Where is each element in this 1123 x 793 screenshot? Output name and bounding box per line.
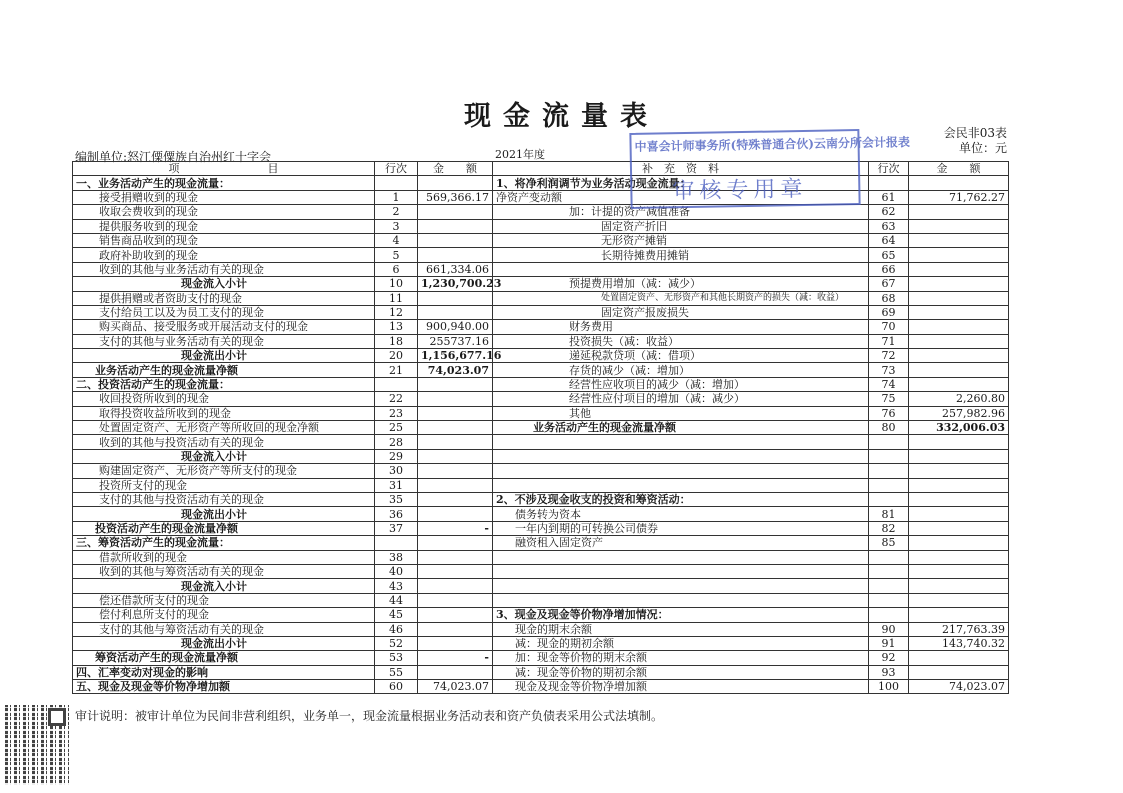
- supplementary-amount: 257,982.96: [909, 406, 1009, 420]
- table-row: [73, 550, 1009, 564]
- line-number: 6: [375, 262, 418, 276]
- supplementary-label: 加：计提的资产减值准备: [493, 205, 869, 219]
- table-row: [73, 233, 1009, 247]
- table-row: [73, 521, 1009, 535]
- supplementary-amount: [909, 377, 1009, 391]
- item-label: 支付给员工以及为员工支付的现金: [73, 305, 375, 319]
- supplementary-line-number: 65: [869, 248, 909, 262]
- table-row: [73, 622, 1009, 636]
- supplementary-amount: [909, 608, 1009, 622]
- item-label: 现金流出小计: [73, 349, 375, 363]
- item-label: 提供服务收到的现金: [73, 219, 375, 233]
- line-number: 25: [375, 421, 418, 435]
- supplementary-label: 固定资产报废损失: [493, 305, 869, 319]
- table-row: [73, 176, 1009, 190]
- supplementary-amount: [909, 176, 1009, 190]
- table-row: [73, 349, 1009, 363]
- amount-cell: [418, 608, 493, 622]
- supplementary-label: 处置固定资产、无形资产和其他长期资产的损失（减：收益）: [493, 291, 869, 305]
- table-row: [73, 651, 1009, 665]
- supplementary-line-number: 80: [869, 421, 909, 435]
- line-number: 55: [375, 665, 418, 679]
- supplementary-amount: 143,740.32: [909, 636, 1009, 650]
- item-label: 四、汇率变动对现金的影响: [73, 665, 375, 679]
- table-row: [73, 406, 1009, 420]
- amount-cell: -: [418, 521, 493, 535]
- item-label: 收取会费收到的现金: [73, 205, 375, 219]
- supplementary-line-number: 81: [869, 507, 909, 521]
- item-label: 支付的其他与筹资活动有关的现金: [73, 622, 375, 636]
- supplementary-amount: 2,260.80: [909, 392, 1009, 406]
- supplementary-amount: 74,023.07: [909, 680, 1009, 694]
- line-number: 52: [375, 636, 418, 650]
- table-row: [73, 262, 1009, 276]
- supplementary-line-number: 68: [869, 291, 909, 305]
- table-row: [73, 219, 1009, 233]
- amount-cell: 1,230,700.23: [418, 277, 493, 291]
- supplementary-amount: [909, 334, 1009, 348]
- table-row: [73, 680, 1009, 694]
- table-row: [73, 392, 1009, 406]
- currency-unit: 单位：元: [958, 141, 1007, 155]
- supplementary-amount: [909, 277, 1009, 291]
- supplementary-label: 业务活动产生的现金流量净额: [493, 421, 869, 435]
- table-row: [73, 421, 1009, 435]
- supplementary-label: 其他: [493, 406, 869, 420]
- table-row: [73, 665, 1009, 679]
- item-label: 提供捐赠或者资助支付的现金: [73, 291, 375, 305]
- supplementary-label: 2、不涉及现金收支的投资和筹资活动：: [493, 492, 869, 506]
- line-number: 60: [375, 680, 418, 694]
- amount-cell: [418, 464, 493, 478]
- line-number: 43: [375, 579, 418, 593]
- supplementary-label: 一年内到期的可转换公司债券: [493, 521, 869, 535]
- amount-cell: [418, 291, 493, 305]
- table-row: [73, 277, 1009, 291]
- amount-cell: [418, 665, 493, 679]
- line-number: 5: [375, 248, 418, 262]
- table-row: [73, 334, 1009, 348]
- amount-cell: [418, 205, 493, 219]
- table-row: [73, 190, 1009, 204]
- supplementary-label: 固定资产折旧: [493, 219, 869, 233]
- stamp-label: 审核专用章: [672, 176, 808, 205]
- table-row: [73, 449, 1009, 463]
- supplementary-line-number: [869, 449, 909, 463]
- line-number: 37: [375, 521, 418, 535]
- supplementary-label: [493, 262, 869, 276]
- amount-cell: 74,023.07: [418, 363, 493, 377]
- supplementary-label: 3、现金及现金等价物净增加情况：: [493, 608, 869, 622]
- amount-cell: 1,156,677.16: [418, 349, 493, 363]
- supplementary-line-number: 71: [869, 334, 909, 348]
- line-number: [375, 377, 418, 391]
- item-label: 现金流入小计: [73, 579, 375, 593]
- item-label: 五、现金及现金等价物净增加额: [73, 680, 375, 694]
- line-number: 2: [375, 205, 418, 219]
- supplementary-line-number: [869, 435, 909, 449]
- amount-cell: [418, 564, 493, 578]
- item-label: 支付的其他与投资活动有关的现金: [73, 492, 375, 506]
- header-item: 项 目: [73, 162, 375, 176]
- table-row: [73, 507, 1009, 521]
- supplementary-amount: [909, 349, 1009, 363]
- supplementary-label: [493, 435, 869, 449]
- line-number: 13: [375, 320, 418, 334]
- supplementary-label: 投资损失（减：收益）: [493, 334, 869, 348]
- supplementary-label: [493, 593, 869, 607]
- supplementary-label: [493, 564, 869, 578]
- supplementary-amount: [909, 291, 1009, 305]
- item-label: 投资所支付的现金: [73, 478, 375, 492]
- supplementary-amount: [909, 579, 1009, 593]
- header-line: 行次: [375, 162, 418, 176]
- amount-cell: [418, 622, 493, 636]
- line-number: 30: [375, 464, 418, 478]
- table-row: [73, 363, 1009, 377]
- supplementary-line-number: 64: [869, 233, 909, 247]
- amount-cell: [418, 421, 493, 435]
- item-label: 二、投资活动产生的现金流量：: [73, 377, 375, 391]
- supplementary-line-number: 63: [869, 219, 909, 233]
- supplementary-line-number: 72: [869, 349, 909, 363]
- line-number: 1: [375, 190, 418, 204]
- item-label: 销售商品收到的现金: [73, 233, 375, 247]
- line-number: 29: [375, 449, 418, 463]
- item-label: 现金流出小计: [73, 507, 375, 521]
- item-label: 收到的其他与筹资活动有关的现金: [73, 564, 375, 578]
- line-number: 3: [375, 219, 418, 233]
- supplementary-amount: [909, 521, 1009, 535]
- amount-cell: [418, 248, 493, 262]
- item-label: 收回投资所收到的现金: [73, 392, 375, 406]
- supplementary-line-number: 90: [869, 622, 909, 636]
- supplementary-line-number: [869, 464, 909, 478]
- supplementary-label: 融资租入固定资产: [493, 536, 869, 550]
- header-supplementary: 补 充 资 料: [493, 162, 869, 176]
- qr-code-icon: [5, 705, 69, 785]
- supplementary-line-number: 75: [869, 392, 909, 406]
- supplementary-amount: [909, 435, 1009, 449]
- amount-cell: [418, 550, 493, 564]
- supplementary-label: 加：现金等价物的期末余额: [493, 651, 869, 665]
- item-label: 现金流出小计: [73, 636, 375, 650]
- supplementary-label: [493, 464, 869, 478]
- item-label: 现金流入小计: [73, 277, 375, 291]
- line-number: 31: [375, 478, 418, 492]
- supplementary-amount: 217,763.39: [909, 622, 1009, 636]
- item-label: 购建固定资产、无形资产等所支付的现金: [73, 464, 375, 478]
- supplementary-label: [493, 449, 869, 463]
- supplementary-line-number: [869, 564, 909, 578]
- amount-cell: [418, 492, 493, 506]
- supplementary-amount: 332,006.03: [909, 421, 1009, 435]
- line-number: 28: [375, 435, 418, 449]
- report-period: 2021年度: [495, 148, 545, 161]
- supplementary-label: [493, 550, 869, 564]
- supplementary-label: 财务费用: [493, 320, 869, 334]
- line-number: 18: [375, 334, 418, 348]
- line-number: 23: [375, 406, 418, 420]
- table-row: [73, 305, 1009, 319]
- supplementary-label: 现金的期末余额: [493, 622, 869, 636]
- supplementary-label: 预提费用增加（减：减少）: [493, 277, 869, 291]
- supplementary-amount: [909, 665, 1009, 679]
- table-row: [73, 320, 1009, 334]
- supplementary-label: 减：现金等价物的期初余额: [493, 665, 869, 679]
- supplementary-label: 经营性应收项目的减少（减：增加）: [493, 377, 869, 391]
- stamp-firm-name: 中喜会计师事务所(特殊普通合伙)云南分所会计报表: [634, 135, 911, 154]
- supplementary-amount: [909, 464, 1009, 478]
- amount-cell: [418, 233, 493, 247]
- supplementary-line-number: [869, 176, 909, 190]
- line-number: 11: [375, 291, 418, 305]
- table-header-row: [73, 162, 1009, 176]
- supplementary-line-number: 100: [869, 680, 909, 694]
- supplementary-label: 存货的减少（减：增加）: [493, 363, 869, 377]
- amount-cell: 900,940.00: [418, 320, 493, 334]
- amount-cell: [418, 478, 493, 492]
- amount-cell: -: [418, 651, 493, 665]
- line-number: 4: [375, 233, 418, 247]
- supplementary-line-number: [869, 550, 909, 564]
- table-row: [73, 579, 1009, 593]
- amount-cell: [418, 435, 493, 449]
- table-row: [73, 248, 1009, 262]
- item-label: 处置固定资产、无形资产等所收回的现金净额: [73, 421, 375, 435]
- item-label: 购买商品、接受服务或开展活动支付的现金: [73, 320, 375, 334]
- supplementary-amount: [909, 507, 1009, 521]
- header-amount: 金 额: [418, 162, 493, 176]
- table-row: [73, 636, 1009, 650]
- line-number: 10: [375, 277, 418, 291]
- supplementary-line-number: 76: [869, 406, 909, 420]
- item-label: 筹资活动产生的现金流量净额: [73, 651, 375, 665]
- item-label: 取得投资收益所收到的现金: [73, 406, 375, 420]
- table-row: [73, 205, 1009, 219]
- supplementary-label: 债务转为资本: [493, 507, 869, 521]
- supplementary-label: 长期待摊费用摊销: [493, 248, 869, 262]
- line-number: 22: [375, 392, 418, 406]
- supplementary-line-number: 67: [869, 277, 909, 291]
- table-row: [73, 435, 1009, 449]
- supplementary-amount: [909, 550, 1009, 564]
- table-row: [73, 608, 1009, 622]
- supplementary-line-number: 93: [869, 665, 909, 679]
- line-number: 20: [375, 349, 418, 363]
- amount-cell: [418, 507, 493, 521]
- amount-cell: [418, 636, 493, 650]
- supplementary-amount: [909, 219, 1009, 233]
- supplementary-line-number: 91: [869, 636, 909, 650]
- supplementary-line-number: 61: [869, 190, 909, 204]
- item-label: 支付的其他与业务活动有关的现金: [73, 334, 375, 348]
- supplementary-line-number: 73: [869, 363, 909, 377]
- table-row: [73, 564, 1009, 578]
- supplementary-line-number: [869, 608, 909, 622]
- supplementary-label: 净资产变动额: [493, 190, 869, 204]
- header-amount-2: 金 额: [909, 162, 1009, 176]
- supplementary-amount: 71,762.27: [909, 190, 1009, 204]
- supplementary-line-number: [869, 579, 909, 593]
- supplementary-line-number: 70: [869, 320, 909, 334]
- line-number: 44: [375, 593, 418, 607]
- table-row: [73, 377, 1009, 391]
- supplementary-amount: [909, 492, 1009, 506]
- supplementary-amount: [909, 564, 1009, 578]
- amount-cell: 569,366.17: [418, 190, 493, 204]
- supplementary-amount: [909, 320, 1009, 334]
- supplementary-line-number: 62: [869, 205, 909, 219]
- item-label: 现金流入小计: [73, 449, 375, 463]
- amount-cell: [418, 392, 493, 406]
- amount-cell: 661,334.06: [418, 262, 493, 276]
- amount-cell: [418, 449, 493, 463]
- supplementary-amount: [909, 233, 1009, 247]
- reporting-entity: 编制单位:怒江傈僳族自治州红十字会: [75, 150, 272, 164]
- amount-cell: 255737.16: [418, 334, 493, 348]
- table-row: [73, 291, 1009, 305]
- item-label: 政府补助收到的现金: [73, 248, 375, 262]
- amount-cell: [418, 536, 493, 550]
- line-number: [375, 536, 418, 550]
- amount-cell: [418, 377, 493, 391]
- supplementary-amount: [909, 536, 1009, 550]
- page-title: 现金流量表: [464, 101, 659, 132]
- supplementary-line-number: 66: [869, 262, 909, 276]
- supplementary-line-number: 82: [869, 521, 909, 535]
- line-number: 36: [375, 507, 418, 521]
- supplementary-line-number: [869, 478, 909, 492]
- line-number: 53: [375, 651, 418, 665]
- amount-cell: [418, 406, 493, 420]
- cash-flow-table: [72, 161, 1009, 694]
- item-label: 一、业务活动产生的现金流量：: [73, 176, 375, 190]
- supplementary-label: 现金及现金等价物净增加额: [493, 680, 869, 694]
- supplementary-line-number: 69: [869, 305, 909, 319]
- table-row: [73, 536, 1009, 550]
- amount-cell: [418, 305, 493, 319]
- line-number: 40: [375, 564, 418, 578]
- table-row: [73, 492, 1009, 506]
- item-label: 投资活动产生的现金流量净额: [73, 521, 375, 535]
- amount-cell: [418, 176, 493, 190]
- item-label: 偿还借款所支付的现金: [73, 593, 375, 607]
- supplementary-amount: [909, 449, 1009, 463]
- item-label: 借款所收到的现金: [73, 550, 375, 564]
- supplementary-label: 1、将净利润调节为业务活动现金流量：: [493, 176, 869, 190]
- supplementary-amount: [909, 248, 1009, 262]
- supplementary-line-number: [869, 593, 909, 607]
- line-number: 46: [375, 622, 418, 636]
- supplementary-amount: [909, 363, 1009, 377]
- item-label: 三、筹资活动产生的现金流量：: [73, 536, 375, 550]
- line-number: 38: [375, 550, 418, 564]
- line-number: 12: [375, 305, 418, 319]
- supplementary-label: 减：现金的期初余额: [493, 636, 869, 650]
- table-row: [73, 478, 1009, 492]
- table-row: [73, 464, 1009, 478]
- item-label: 业务活动产生的现金流量净额: [73, 363, 375, 377]
- amount-cell: [418, 219, 493, 233]
- line-number: [375, 176, 418, 190]
- supplementary-label: [493, 478, 869, 492]
- supplementary-line-number: 92: [869, 651, 909, 665]
- line-number: 45: [375, 608, 418, 622]
- item-label: 收到的其他与业务活动有关的现金: [73, 262, 375, 276]
- supplementary-line-number: 74: [869, 377, 909, 391]
- supplementary-amount: [909, 205, 1009, 219]
- supplementary-label: 递延税款贷项（减：借项）: [493, 349, 869, 363]
- table-row: [73, 593, 1009, 607]
- amount-cell: [418, 579, 493, 593]
- supplementary-label: 经营性应付项目的增加（减：减少）: [493, 392, 869, 406]
- supplementary-amount: [909, 262, 1009, 276]
- amount-cell: 74,023.07: [418, 680, 493, 694]
- line-number: 35: [375, 492, 418, 506]
- line-number: 21: [375, 363, 418, 377]
- supplementary-amount: [909, 478, 1009, 492]
- header-line-2: 行次: [869, 162, 909, 176]
- audit-note: 审计说明：被审计单位为民间非营利组织，业务单一，现金流量根据业务活动表和资产负债表采用公式法填制。: [75, 709, 664, 723]
- supplementary-label: 无形资产摊销: [493, 233, 869, 247]
- form-number: 会民非03表: [943, 126, 1007, 140]
- item-label: 接受捐赠收到的现金: [73, 190, 375, 204]
- supplementary-label: [493, 579, 869, 593]
- supplementary-amount: [909, 651, 1009, 665]
- supplementary-amount: [909, 305, 1009, 319]
- supplementary-amount: [909, 593, 1009, 607]
- supplementary-line-number: [869, 492, 909, 506]
- amount-cell: [418, 593, 493, 607]
- item-label: 收到的其他与投资活动有关的现金: [73, 435, 375, 449]
- item-label: 偿付利息所支付的现金: [73, 608, 375, 622]
- supplementary-line-number: 85: [869, 536, 909, 550]
